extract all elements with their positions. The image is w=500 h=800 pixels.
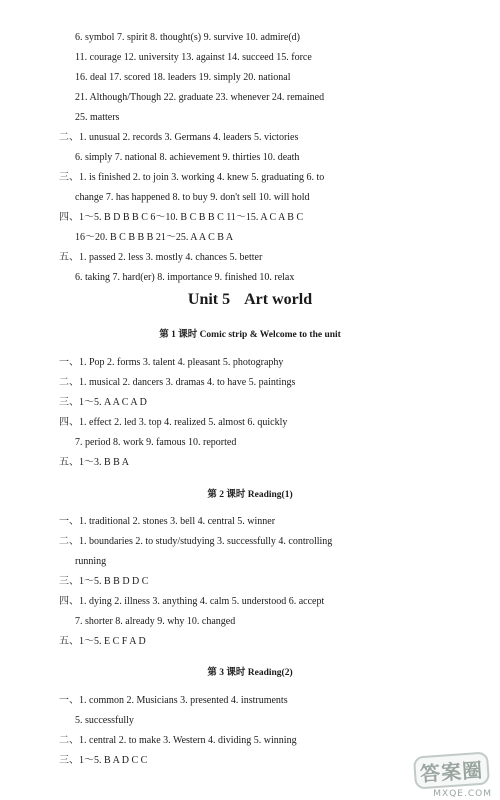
answer-line: 三、1. is finished 2. to join 3. working 4. knew 5. graduating 6. to bbox=[59, 172, 325, 183]
answer-line: 二、1. unusual 2. records 3. Germans 4. leaders 5. victories bbox=[59, 132, 299, 143]
answer-line: change 7. has happened 8. to buy 9. don't sell 10. will hold bbox=[75, 192, 310, 203]
answer-line: 四、1. dying 2. illness 3. anything 4. calm 5. understood 6. accept bbox=[59, 596, 325, 607]
answer-line: 一、1. common 2. Musicians 3. presented 4. instruments bbox=[59, 695, 288, 706]
answer-line: 五、1～3. B B A bbox=[59, 457, 130, 468]
unit-topic: Art world bbox=[244, 291, 313, 308]
answer-line: 25. matters bbox=[75, 112, 120, 123]
answer-line: 三、1～5. B B D D C bbox=[59, 576, 149, 587]
answer-line: 二、1. boundaries 2. to study/studying 3. successfully 4. controlling bbox=[59, 536, 333, 547]
answer-line: 6. simply 7. national 8. achievement 9. thirties 10. death bbox=[75, 152, 300, 163]
answer-line: 二、1. musical 2. dancers 3. dramas 4. to have 5. paintings bbox=[59, 377, 296, 388]
answer-line: 一、1. Pop 2. forms 3. talent 4. pleasant 5. photography bbox=[59, 357, 284, 368]
answer-line: 五、1～5. E C F A D bbox=[59, 636, 146, 647]
answer-line: 五、1. passed 2. less 3. mostly 4. chances 5. better bbox=[59, 252, 263, 263]
answer-line: 四、1～5. B D B B C 6～10. B C B B C 11～15. A C A B C bbox=[59, 212, 304, 223]
lesson-heading: 第 2 课时 Reading(1) bbox=[207, 490, 293, 500]
answer-line: 7. shorter 8. already 9. why 10. changed bbox=[75, 616, 236, 627]
watermark-url: MXQE.COM bbox=[433, 789, 492, 799]
answer-line: 四、1. effect 2. led 3. top 4. realized 5. almost 6. quickly bbox=[59, 417, 288, 428]
answer-line: 5. successfully bbox=[75, 715, 134, 726]
lesson-heading: 第 1 课时 Comic strip & Welcome to the unit bbox=[159, 330, 341, 340]
unit-number: Unit 5 bbox=[187, 291, 231, 308]
answer-line: 6. symbol 7. spirit 8. thought(s) 9. survive 10. admire(d) bbox=[75, 32, 300, 43]
answer-line: 11. courage 12. university 13. against 14. succeed 15. force bbox=[75, 52, 312, 63]
answer-line: 三、1～5. A A C A D bbox=[59, 397, 147, 408]
answer-line: 二、1. central 2. to make 3. Western 4. dividing 5. winning bbox=[59, 735, 297, 746]
answer-line: 7. period 8. work 9. famous 10. reported bbox=[75, 437, 237, 448]
watermark-logo bbox=[414, 754, 494, 798]
answer-line: running bbox=[75, 556, 107, 567]
answer-line: 16. deal 17. scored 18. leaders 19. simply 20. national bbox=[75, 72, 291, 83]
answer-line: 三、1～5. B A D C C bbox=[59, 755, 148, 766]
unit-title bbox=[0, 291, 500, 309]
lesson-heading: 第 3 课时 Reading(2) bbox=[207, 668, 293, 678]
watermark-seal: 答案圈 bbox=[413, 751, 490, 789]
answer-line: 21. Although/Though 22. graduate 23. whenever 24. remained bbox=[75, 92, 325, 103]
answer-line: 一、1. traditional 2. stones 3. bell 4. central 5. winner bbox=[59, 516, 276, 527]
answer-line: 16～20. B C B B B 21～25. A A C B A bbox=[75, 232, 234, 243]
answer-line: 6. taking 7. hard(er) 8. importance 9. finished 10. relax bbox=[75, 272, 295, 283]
